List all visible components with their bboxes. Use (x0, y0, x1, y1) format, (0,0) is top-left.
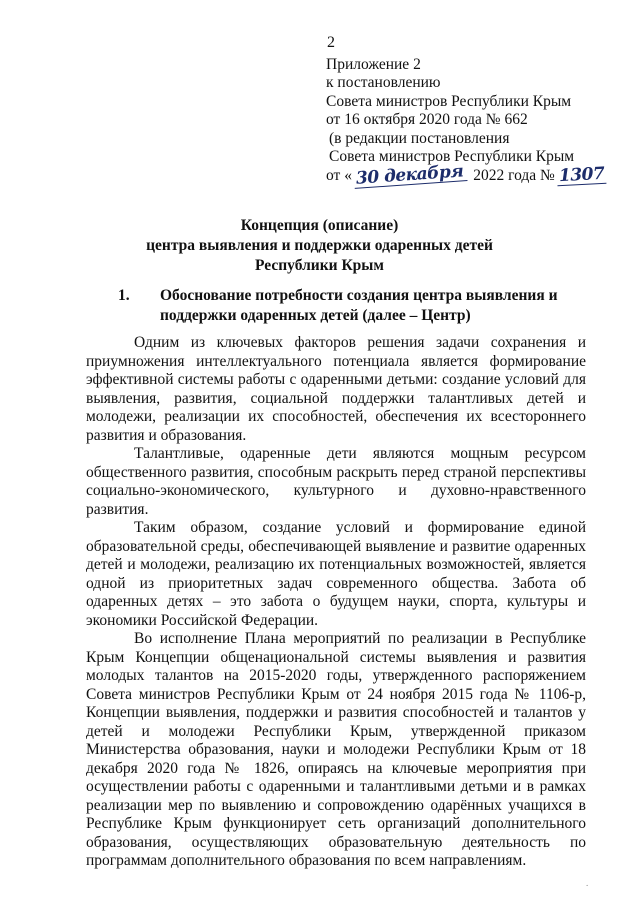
paragraph: Одним из ключевых факторов решения задачи сохранения и приумножения интеллектуального потенциала является формирование эффективной системы работы с одаренными детьми: создание условий для выявления, развития, социальной поддержки талантливых детей и молодежи, реализации их способностей, обеспечения их всестороннего развития и образования. (86, 334, 586, 444)
handwritten-date: 30 декабря (353, 163, 468, 190)
handwritten-number: 1307 (556, 165, 606, 187)
sig-middle: 2022 года № (473, 167, 555, 185)
body-text (86, 334, 586, 871)
page-number: 2 (327, 34, 335, 51)
section-heading-text: Обоснование потребности создания центра выявления и поддержки одаренных детей (далее – Центр) (160, 287, 558, 324)
paragraph: Во исполнение Плана мероприятий по реализации в Республике Крым Концепции общенациональной системы выявления и развития молодых талантов на 2015-2020 годы, утвержденного распоряжением Совета министров Республики Крым от 24 ноября 2015 года № 1106-р, Концепции выявления, поддержки и развития способностей и талантов у детей и молодежи Республики Крым, утвержденной приказом Министерства образования, науки и молодежи Республики Крым от 18 декабря 2020 года № 1826, опираясь на ключевые мероприятия при осуществлении работы с одаренными и талантливыми детьми и в рамках реализации мер по выявлению и сопровождению одарённых учащихся в Республике Крым функционирует сеть организаций дополнительного образования, осуществляющих образовательную деятельность по программам дополнительного образования по всем направлениям. (86, 630, 586, 869)
title-line: центра выявления и поддержки одаренных детей (146, 237, 493, 254)
paragraph: Талантливые, одаренные дети являются мощным ресурсом общественного развития, способным раскрыть перед страной перспективы социально-экономического, культурного и духовно-нравственного развития. (86, 445, 586, 518)
appendix-line: Совета министров Республики Крым (326, 92, 572, 110)
section-heading (118, 286, 580, 326)
title-line: Концепция (описание) (240, 217, 399, 234)
appendix-line: от 16 октября 2020 года № 662 (326, 111, 528, 129)
appendix-line: Приложение 2 (326, 56, 421, 73)
appendix-line: к постановлению (326, 74, 441, 92)
appendix-block (326, 56, 606, 190)
sig-prefix: от « (326, 167, 352, 185)
title-line: Республики Крым (255, 257, 384, 274)
document-title (0, 216, 639, 276)
section-number: 1. (118, 287, 130, 304)
appendix-line: (в редакции постановления (329, 129, 510, 147)
appendix-line: Совета министров Республики Крым (329, 148, 575, 166)
corner-mark: . (586, 878, 589, 888)
signature-line (326, 161, 606, 190)
paragraph: Таким образом, создание условий и формирование единой образовательной среды, обеспечивающей выявление и развитие одаренных детей и молодежи, реализацию их потенциальных возможностей, является одной из приоритетных задач современного общества. Забота об одаренных детях – это забота о будущем науки, спорта, культуры и экономики Российской Федерации. (86, 519, 586, 629)
